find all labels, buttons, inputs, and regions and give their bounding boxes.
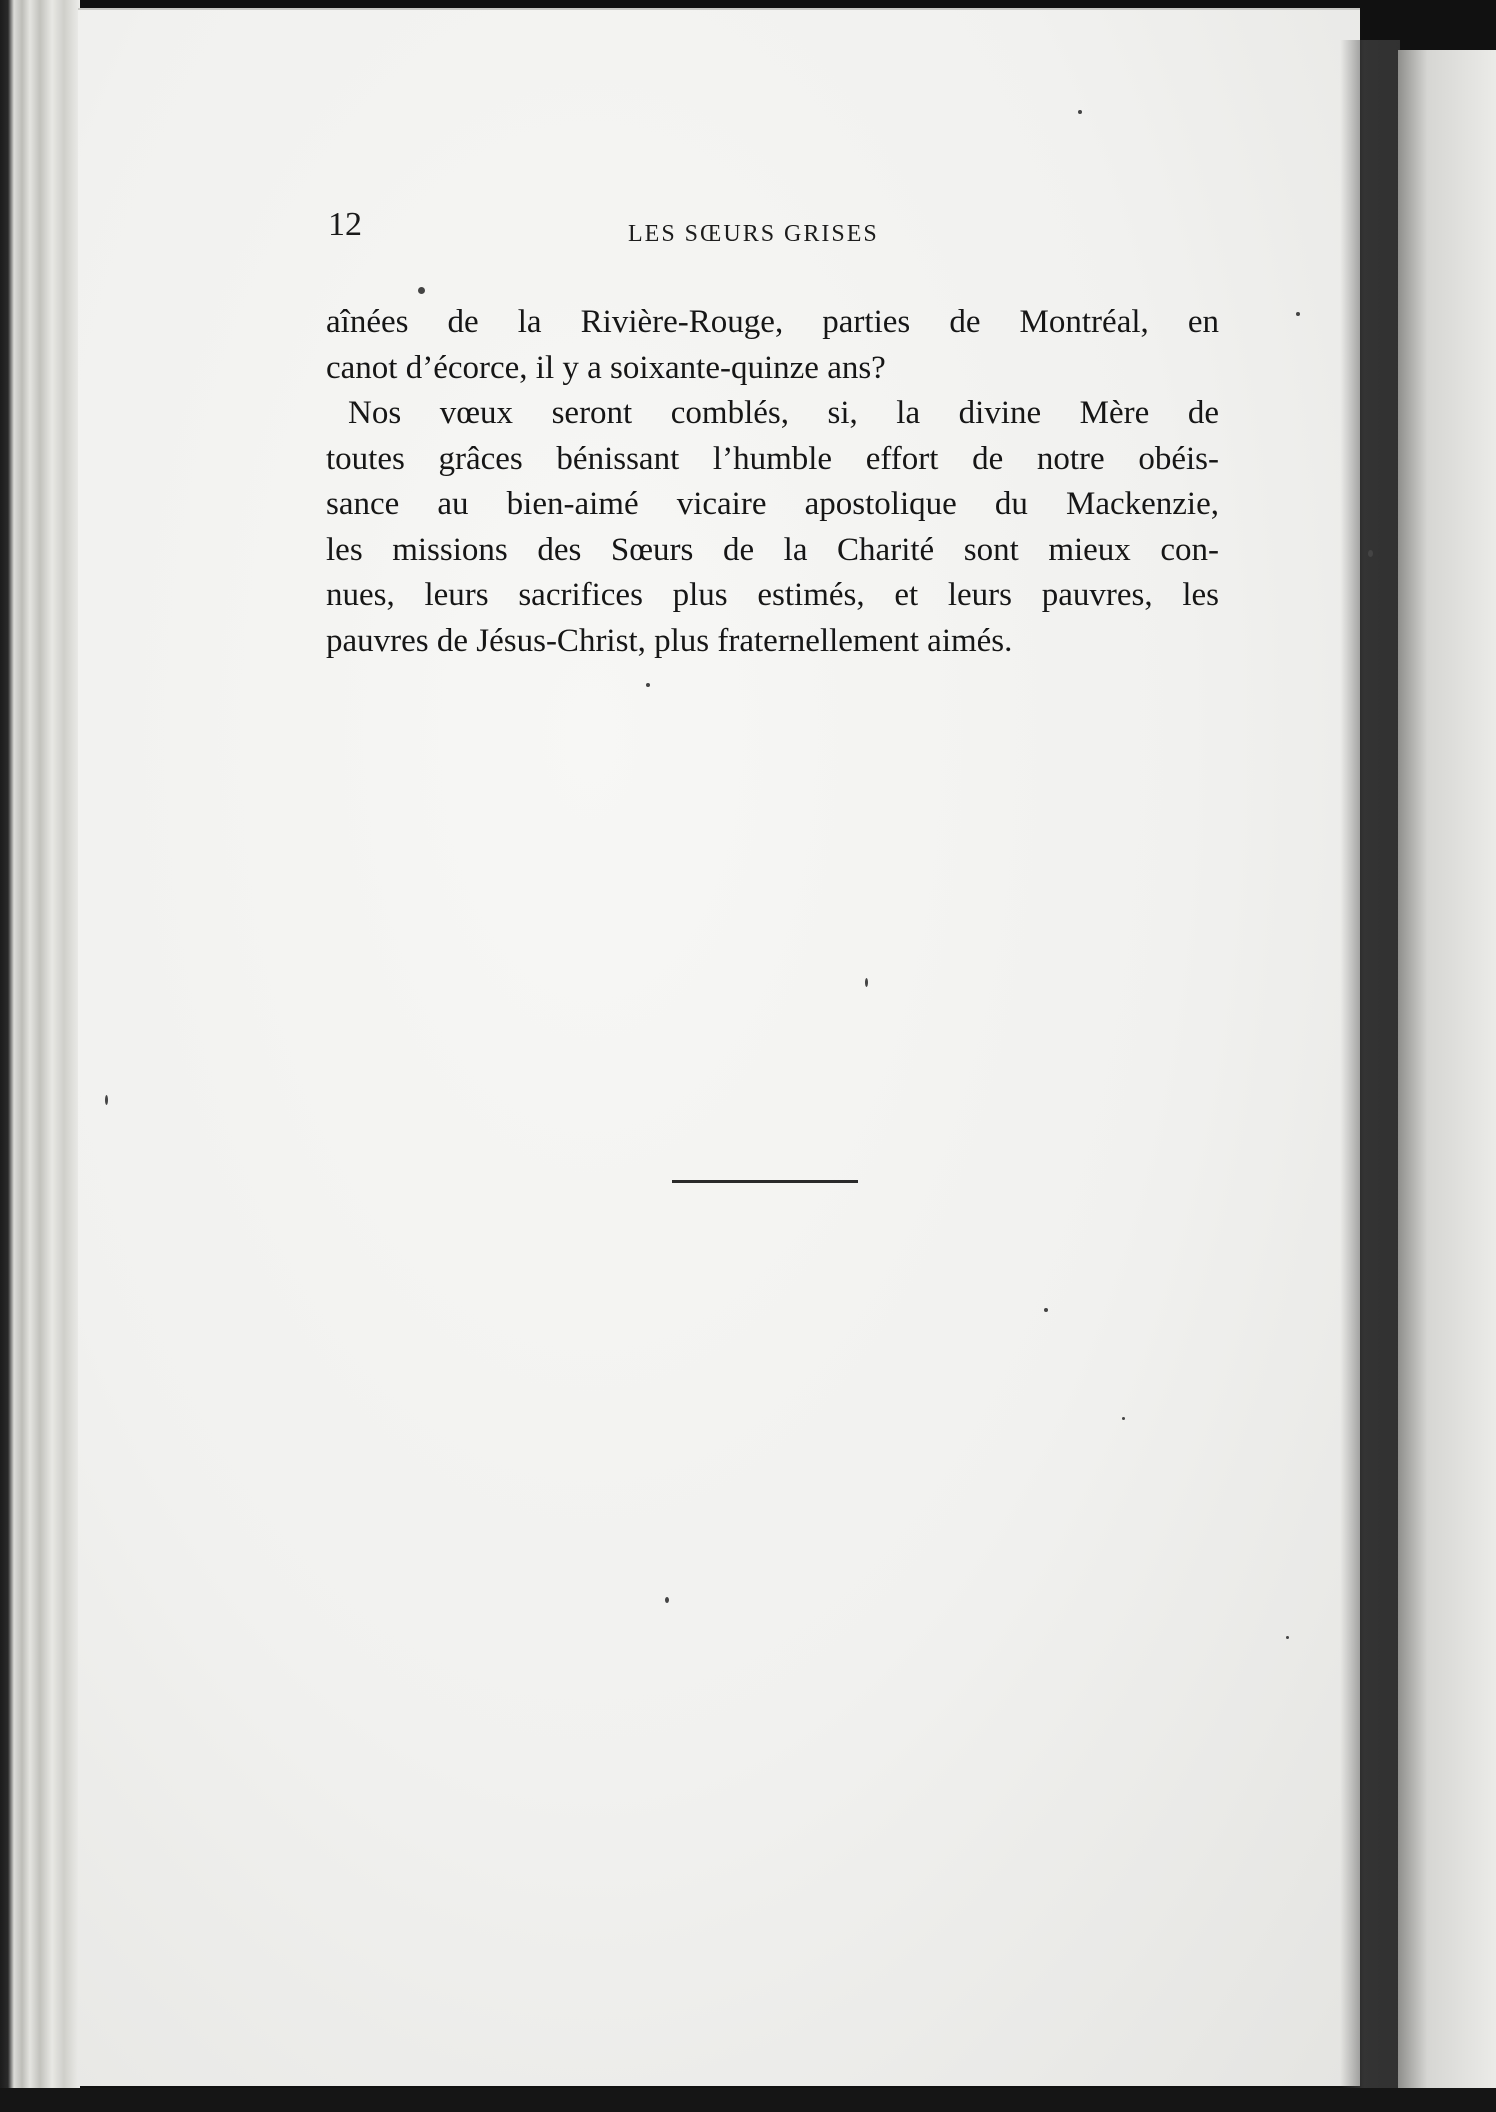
text-line: les missions des Sœurs de la Charité sont mieux con-	[326, 531, 1219, 568]
dust-speck	[1122, 1417, 1125, 1420]
end-rule	[672, 1180, 858, 1183]
text-line: toutes grâces bénissant l’humble effort de notre obéis-	[326, 440, 1219, 477]
page-number: 12	[328, 206, 362, 243]
dust-speck	[1044, 1308, 1048, 1312]
text-line: aînées de la Rivière-Rouge, parties de Montréal, en	[326, 304, 1219, 340]
text-line: canot d’écorce, il y a soixante-quinze ans?	[326, 349, 886, 386]
page-edges	[0, 0, 80, 2112]
scan-border	[0, 2088, 1496, 2112]
dust-speck	[665, 1597, 669, 1603]
dust-speck	[1368, 550, 1373, 557]
running-head: LES SŒURS GRISES	[628, 221, 879, 247]
text-line: Nos vœux seront comblés, si, la divine Mère de	[348, 395, 1219, 431]
body-text	[326, 300, 1219, 664]
facing-page-edge	[1398, 50, 1496, 2112]
text-line: nues, leurs sacrifices plus estimés, et leurs pauvres, les	[326, 577, 1219, 613]
dust-speck	[418, 287, 425, 294]
text-line: pauvres de Jésus-Christ, plus fraternellement aimés.	[326, 622, 1013, 659]
dust-speck	[1296, 312, 1300, 316]
dust-speck	[1078, 110, 1082, 114]
dust-speck	[1286, 1636, 1289, 1639]
gutter-shadow	[1340, 40, 1400, 2100]
dust-speck	[105, 1095, 108, 1105]
dust-speck	[865, 978, 868, 987]
dust-speck	[646, 683, 650, 687]
text-line: sance au bien-aimé vicaire apostolique du Mackenzie,	[326, 486, 1219, 522]
